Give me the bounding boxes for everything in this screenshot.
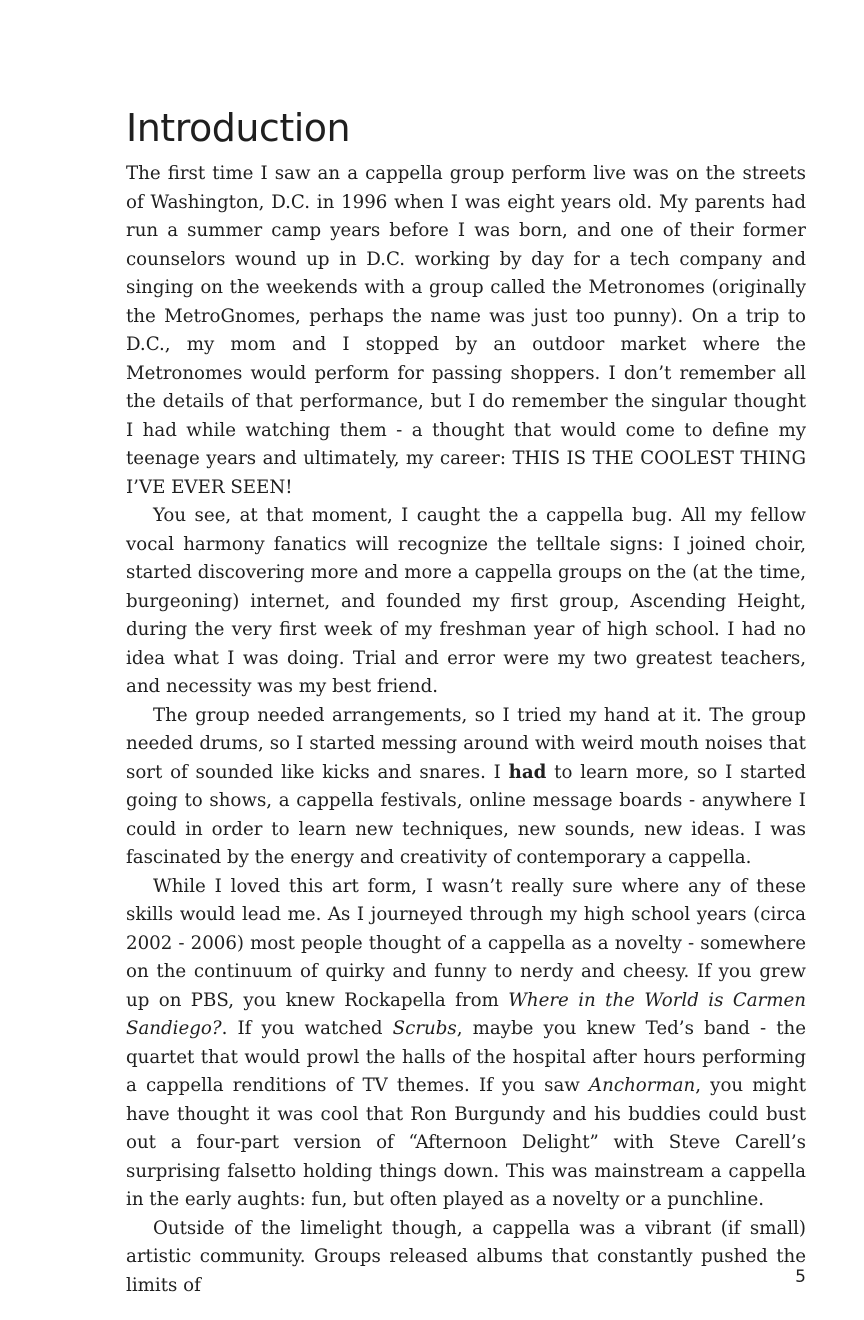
paragraph-5 <box>126 1215 806 1301</box>
paragraph-2 <box>126 502 806 702</box>
text-run: Scrubs <box>392 1018 457 1039</box>
chapter-title: Introduction <box>126 106 351 150</box>
text-run: had <box>508 761 547 783</box>
text-run: . If you watched <box>221 1018 393 1039</box>
body-text <box>126 160 806 1300</box>
paragraph-3 <box>126 702 806 873</box>
text-run: Anchorman <box>589 1075 696 1096</box>
book-page <box>126 104 806 1300</box>
text-run: to learn more, so I started going to shows, a cappella festivals, online message boards - anywhere I could in order to learn new techniques, new sounds, new ideas. I was fascinated by the energy and creativity of contemporary a cappella. <box>126 761 806 868</box>
text-run: , maybe you knew Ted’s band - the quartet that would prowl the halls of the hospital after hours performing a cappella renditions of TV themes. If you saw <box>126 1018 806 1096</box>
text-run: While I loved this art form, I wasn’t really sure where any of these skills would lead me. As I journeyed through my high school years (circa 2002 - 2006) most people thought of a cappella as a novelty - somewhere on the continuum of quirky and funny to nerdy and cheesy. If you grew up on PBS, you knew Rockapella from <box>126 875 806 1011</box>
text-run: The first time I saw an a cappella group perform live was on the streets of Washington, D.C. in 1996 when I was eight years old. My parents had run a summer camp years before I was born, and one of their former counselors wound up in D.C. working by day for a tech company and singing on the weekends with a group called the Metronomes (originally the MetroGnomes, perhaps the name was just too punny). On a trip to D.C., my mom and I stopped by an outdoor market where the Metronomes would perform for passing shoppers. I don’t remember all the details of that performance, but I do remember the singular thought I had while watching them - a thought that would come to define my teenage years and ultimately, my career: THIS IS THE COOLEST THING I’VE EVER SEEN! <box>126 163 806 498</box>
text-run: You see, at that moment, I caught the a cappella bug. All my fellow vocal harmony fanatics will recognize the telltale signs: I joined choir, started discovering more and more a cappella groups on the (at the time, burgeoning) internet, and founded my first group, Ascending Height, during the very first week of my freshman year of high school. I had no idea what I was doing. Trial and error were my two greatest teachers, and necessity was my best friend. <box>126 505 806 697</box>
text-run: Where in the World is Carmen Sandiego? <box>126 989 806 1039</box>
text-run: The group needed arrangements, so I tried my hand at it. The group needed drums, so I started messing around with weird mouth noises that sort of sounded like kicks and snares. I <box>126 704 806 783</box>
paragraph-1 <box>126 160 806 502</box>
text-run: , you might have thought it was cool that Ron Burgundy and his buddies could bust out a four-part version of “Afternoon Delight” with Steve Carell’s surprising falsetto holding things down. This was mainstream a cappella in the early aughts: fun, but often played as a novelty or a punchline. <box>126 1075 806 1210</box>
page-number: 5 <box>795 1267 806 1287</box>
paragraph-4 <box>126 873 806 1215</box>
text-run: Outside of the limelight though, a cappella was a vibrant (if small) artistic community. Groups released albums that constantly pushed the limits of <box>126 1217 806 1296</box>
